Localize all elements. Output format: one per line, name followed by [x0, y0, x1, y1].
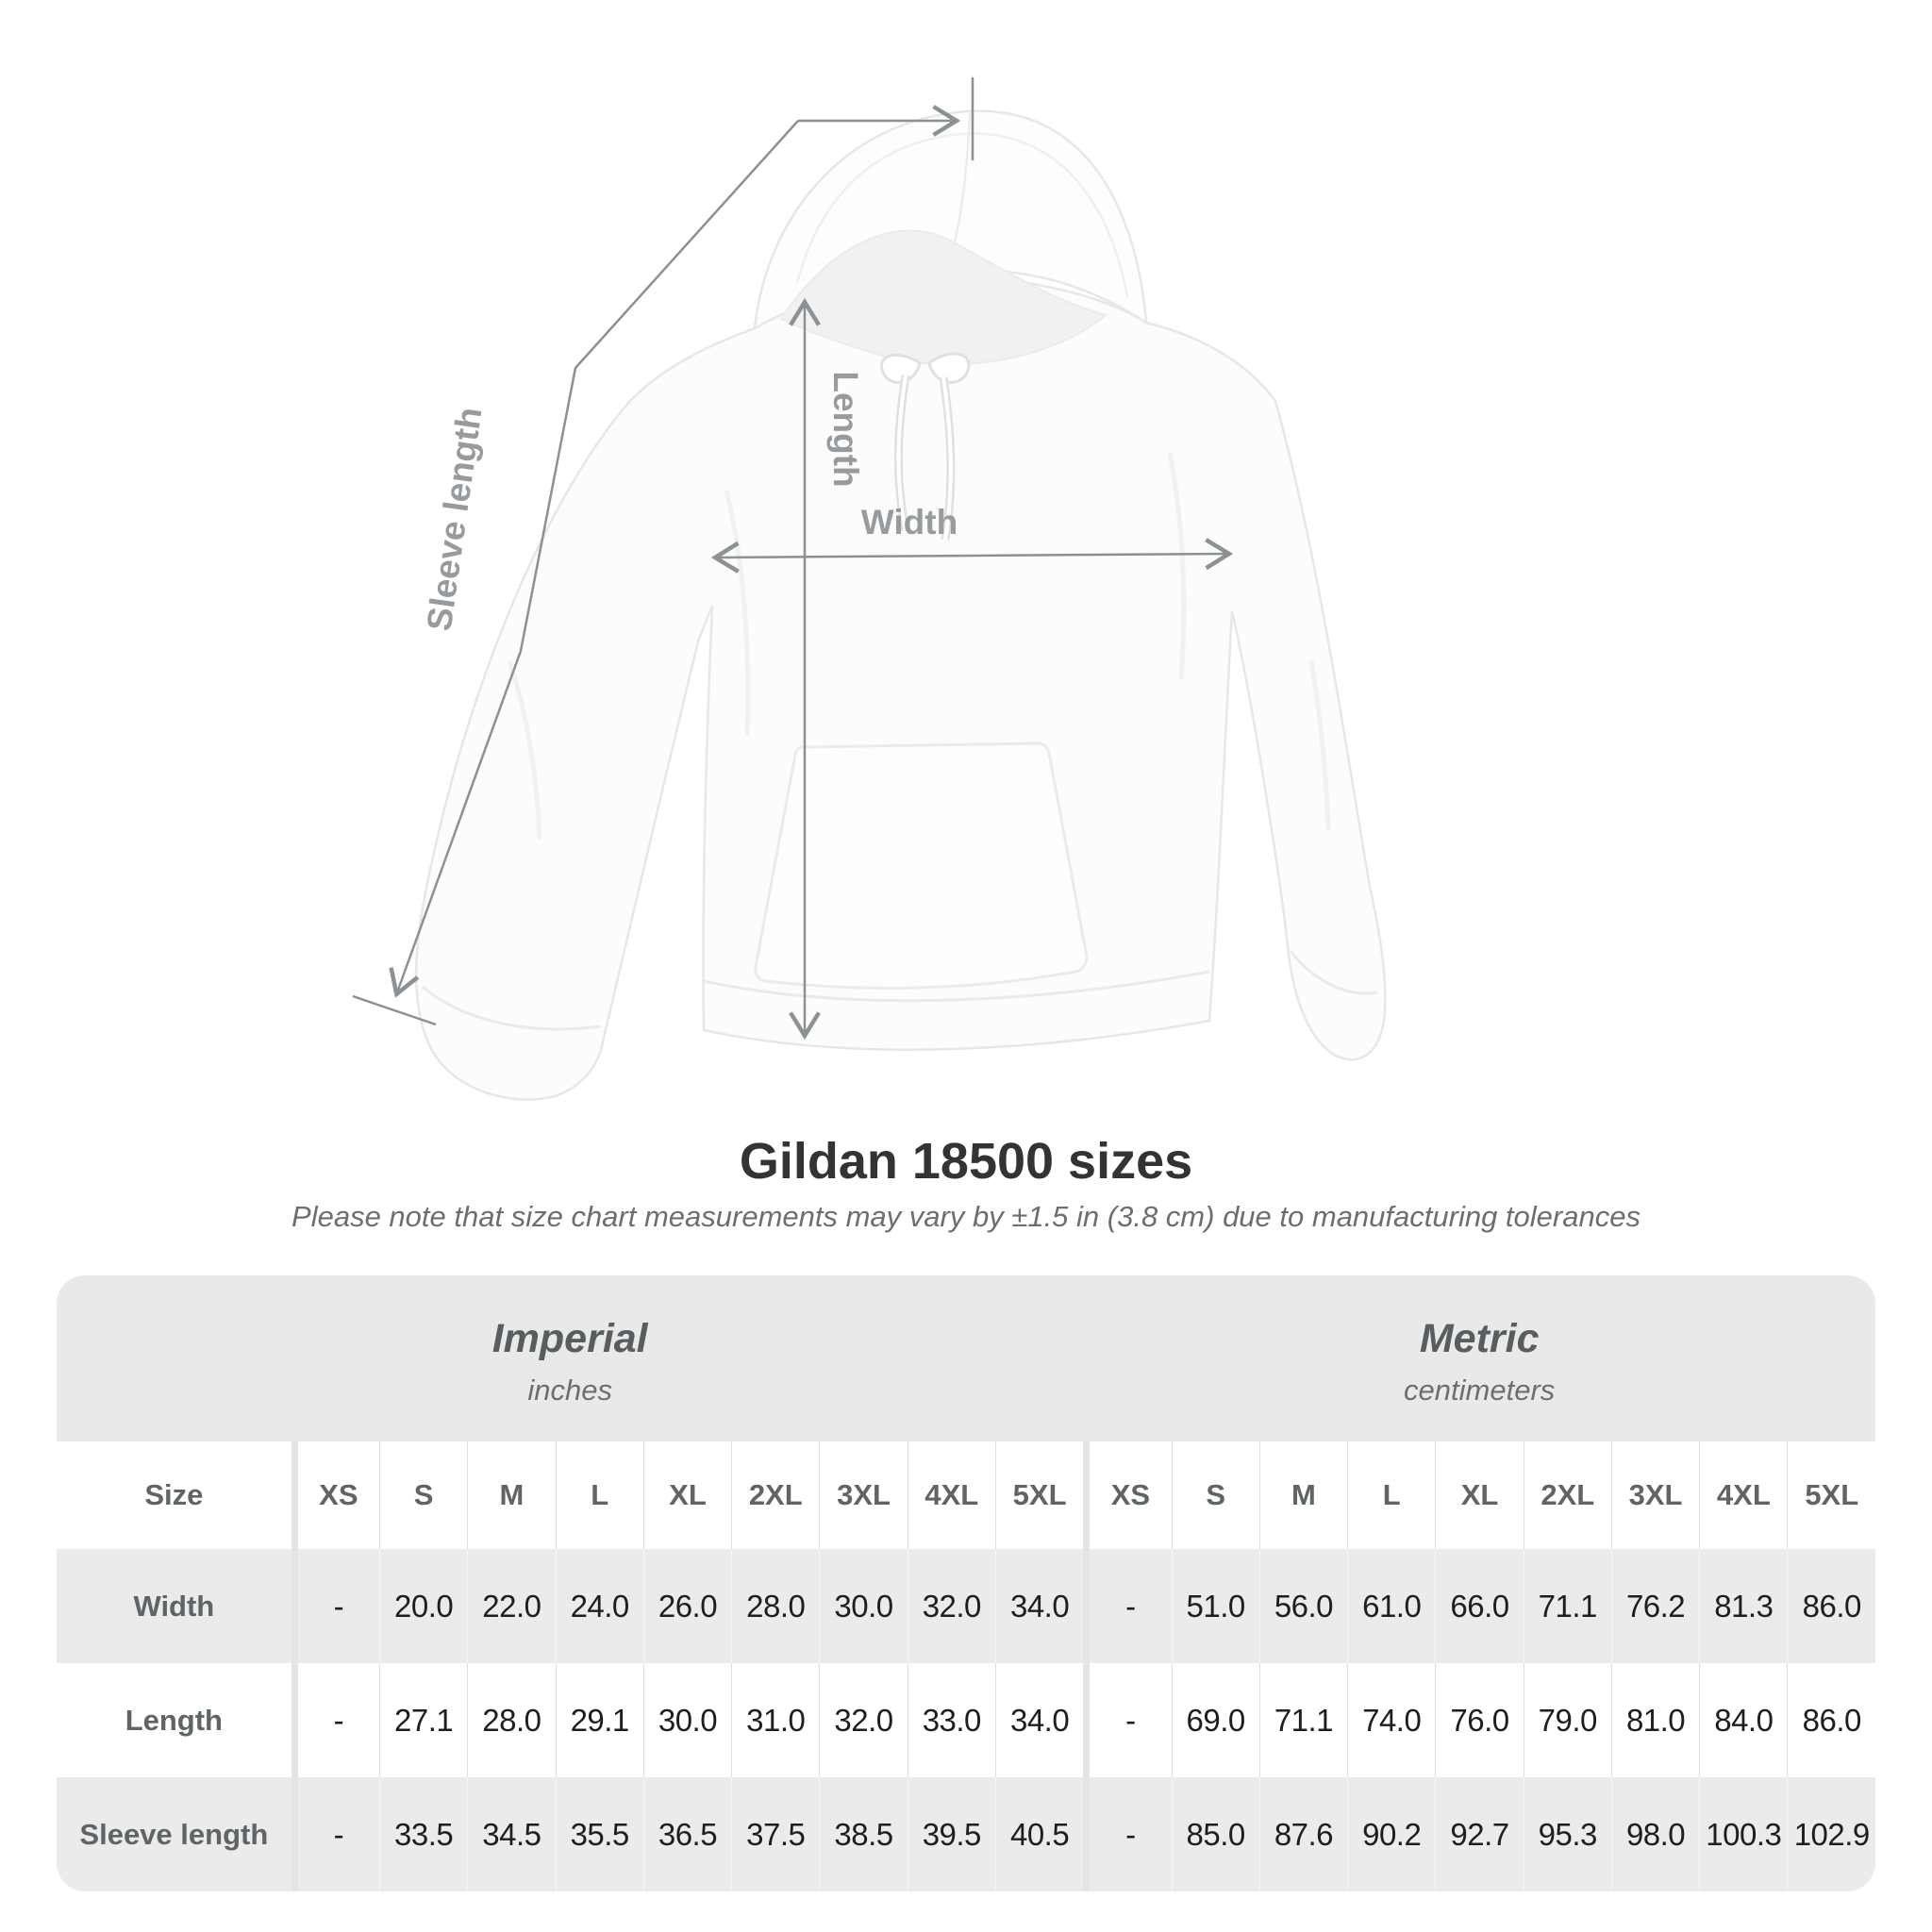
measurement-value: 34.0 [995, 1549, 1083, 1663]
measurement-value: 81.0 [1611, 1663, 1699, 1777]
measurement-value: 86.0 [1787, 1549, 1875, 1663]
measurement-value: 32.0 [908, 1549, 995, 1663]
measurement-value: 66.0 [1435, 1549, 1523, 1663]
row-label: Width [57, 1549, 291, 1663]
size-col-header-imperial-5xl: 5XL [995, 1441, 1083, 1549]
size-col-header-metric-l: L [1347, 1441, 1435, 1549]
measurement-value: 56.0 [1259, 1549, 1347, 1663]
measurement-value: 61.0 [1347, 1549, 1435, 1663]
unit-header-band [57, 1275, 1875, 1441]
size-header-row [57, 1441, 1875, 1549]
size-col-header-imperial-4xl: 4XL [908, 1441, 995, 1549]
measurement-value: 20.0 [379, 1549, 467, 1663]
measurement-value: 85.0 [1172, 1777, 1259, 1891]
size-table-body [57, 1549, 1875, 1891]
measurement-value: - [1083, 1777, 1171, 1891]
length-label: Length [826, 371, 865, 488]
table-row-width [57, 1549, 1875, 1663]
measurement-value: - [1083, 1663, 1171, 1777]
size-col-header-metric-5xl: 5XL [1787, 1441, 1875, 1549]
size-col-header-imperial-xs: XS [291, 1441, 379, 1549]
page-title: Gildan 18500 sizes [739, 1133, 1193, 1190]
imperial-label: Imperial [491, 1315, 648, 1361]
imperial-unit: inches [527, 1373, 612, 1407]
sleeve-length-label: Sleeve length [419, 405, 490, 634]
measurements-table [57, 1441, 1875, 1891]
measurement-value: 86.0 [1787, 1663, 1875, 1777]
measurement-value: 33.5 [379, 1777, 467, 1891]
measurement-value: 30.0 [643, 1663, 731, 1777]
metric-label: Metric [1419, 1315, 1540, 1361]
tolerance-note: Please note that size chart measurements may vary by ±1.5 in (3.8 cm) due to manufacturing tolerances [291, 1200, 1641, 1233]
measurement-value: 102.9 [1787, 1777, 1875, 1891]
hoodie-illustration [416, 111, 1385, 1100]
measurement-value: 24.0 [556, 1549, 643, 1663]
size-col-header-imperial-2xl: 2XL [731, 1441, 819, 1549]
measurement-value: 92.7 [1435, 1777, 1523, 1891]
measurement-value: 71.1 [1524, 1549, 1611, 1663]
row-label: Sleeve length [57, 1777, 291, 1891]
metric-unit: centimeters [1404, 1373, 1556, 1407]
table-row-length [57, 1663, 1875, 1777]
measurement-value: 30.0 [819, 1549, 907, 1663]
size-col-header-metric-s: S [1172, 1441, 1259, 1549]
size-table [57, 1275, 1875, 1891]
measurement-value: 33.0 [908, 1663, 995, 1777]
size-col-header-metric-4xl: 4XL [1699, 1441, 1787, 1549]
measurement-value: 100.3 [1699, 1777, 1787, 1891]
metric-header [1083, 1275, 1875, 1441]
size-col-header-imperial-xl: XL [643, 1441, 731, 1549]
measurement-value: 27.1 [379, 1663, 467, 1777]
size-col-header-metric-xs: XS [1083, 1441, 1171, 1549]
measurement-value: 74.0 [1347, 1663, 1435, 1777]
measurement-value: 29.1 [556, 1663, 643, 1777]
size-col-header-metric-2xl: 2XL [1524, 1441, 1611, 1549]
measurement-value: 28.0 [467, 1663, 555, 1777]
measurement-value: - [291, 1777, 379, 1891]
measurement-value: 84.0 [1699, 1663, 1787, 1777]
size-col-header-metric-xl: XL [1435, 1441, 1523, 1549]
measurement-value: 31.0 [731, 1663, 819, 1777]
size-col-header-imperial-l: L [556, 1441, 643, 1549]
size-col-header-metric-3xl: 3XL [1611, 1441, 1699, 1549]
measurement-value: 87.6 [1259, 1777, 1347, 1891]
imperial-header [57, 1275, 1083, 1441]
measurement-value: 34.0 [995, 1663, 1083, 1777]
measurement-value: 26.0 [643, 1549, 731, 1663]
row-label: Length [57, 1663, 291, 1777]
measurement-value: 34.5 [467, 1777, 555, 1891]
measurement-value: - [291, 1663, 379, 1777]
measurement-value: 39.5 [908, 1777, 995, 1891]
size-col-header-imperial-s: S [379, 1441, 467, 1549]
measurement-value: 69.0 [1172, 1663, 1259, 1777]
measurement-value: 95.3 [1524, 1777, 1611, 1891]
measurement-value: 90.2 [1347, 1777, 1435, 1891]
size-col-header-imperial-3xl: 3XL [819, 1441, 907, 1549]
measurement-value: 71.1 [1259, 1663, 1347, 1777]
measurement-value: 98.0 [1611, 1777, 1699, 1891]
size-col-header-metric-m: M [1259, 1441, 1347, 1549]
measurement-value: 81.3 [1699, 1549, 1787, 1663]
measurement-value: 40.5 [995, 1777, 1083, 1891]
size-col-header-imperial-m: M [467, 1441, 555, 1549]
measurement-value: 76.0 [1435, 1663, 1523, 1777]
measurement-value: 37.5 [731, 1777, 819, 1891]
width-label: Width [860, 503, 958, 541]
measurement-value: 79.0 [1524, 1663, 1611, 1777]
measurement-value: 28.0 [731, 1549, 819, 1663]
measurement-value: 32.0 [819, 1663, 907, 1777]
table-row-sleeve-length [57, 1777, 1875, 1891]
size-column-header: Size [57, 1441, 291, 1549]
measurement-value: 35.5 [556, 1777, 643, 1891]
measurement-value: - [1083, 1549, 1171, 1663]
measurement-value: 51.0 [1172, 1549, 1259, 1663]
measurement-value: - [291, 1549, 379, 1663]
measurement-value: 22.0 [467, 1549, 555, 1663]
measurement-value: 36.5 [643, 1777, 731, 1891]
measurement-value: 76.2 [1611, 1549, 1699, 1663]
measurement-value: 38.5 [819, 1777, 907, 1891]
